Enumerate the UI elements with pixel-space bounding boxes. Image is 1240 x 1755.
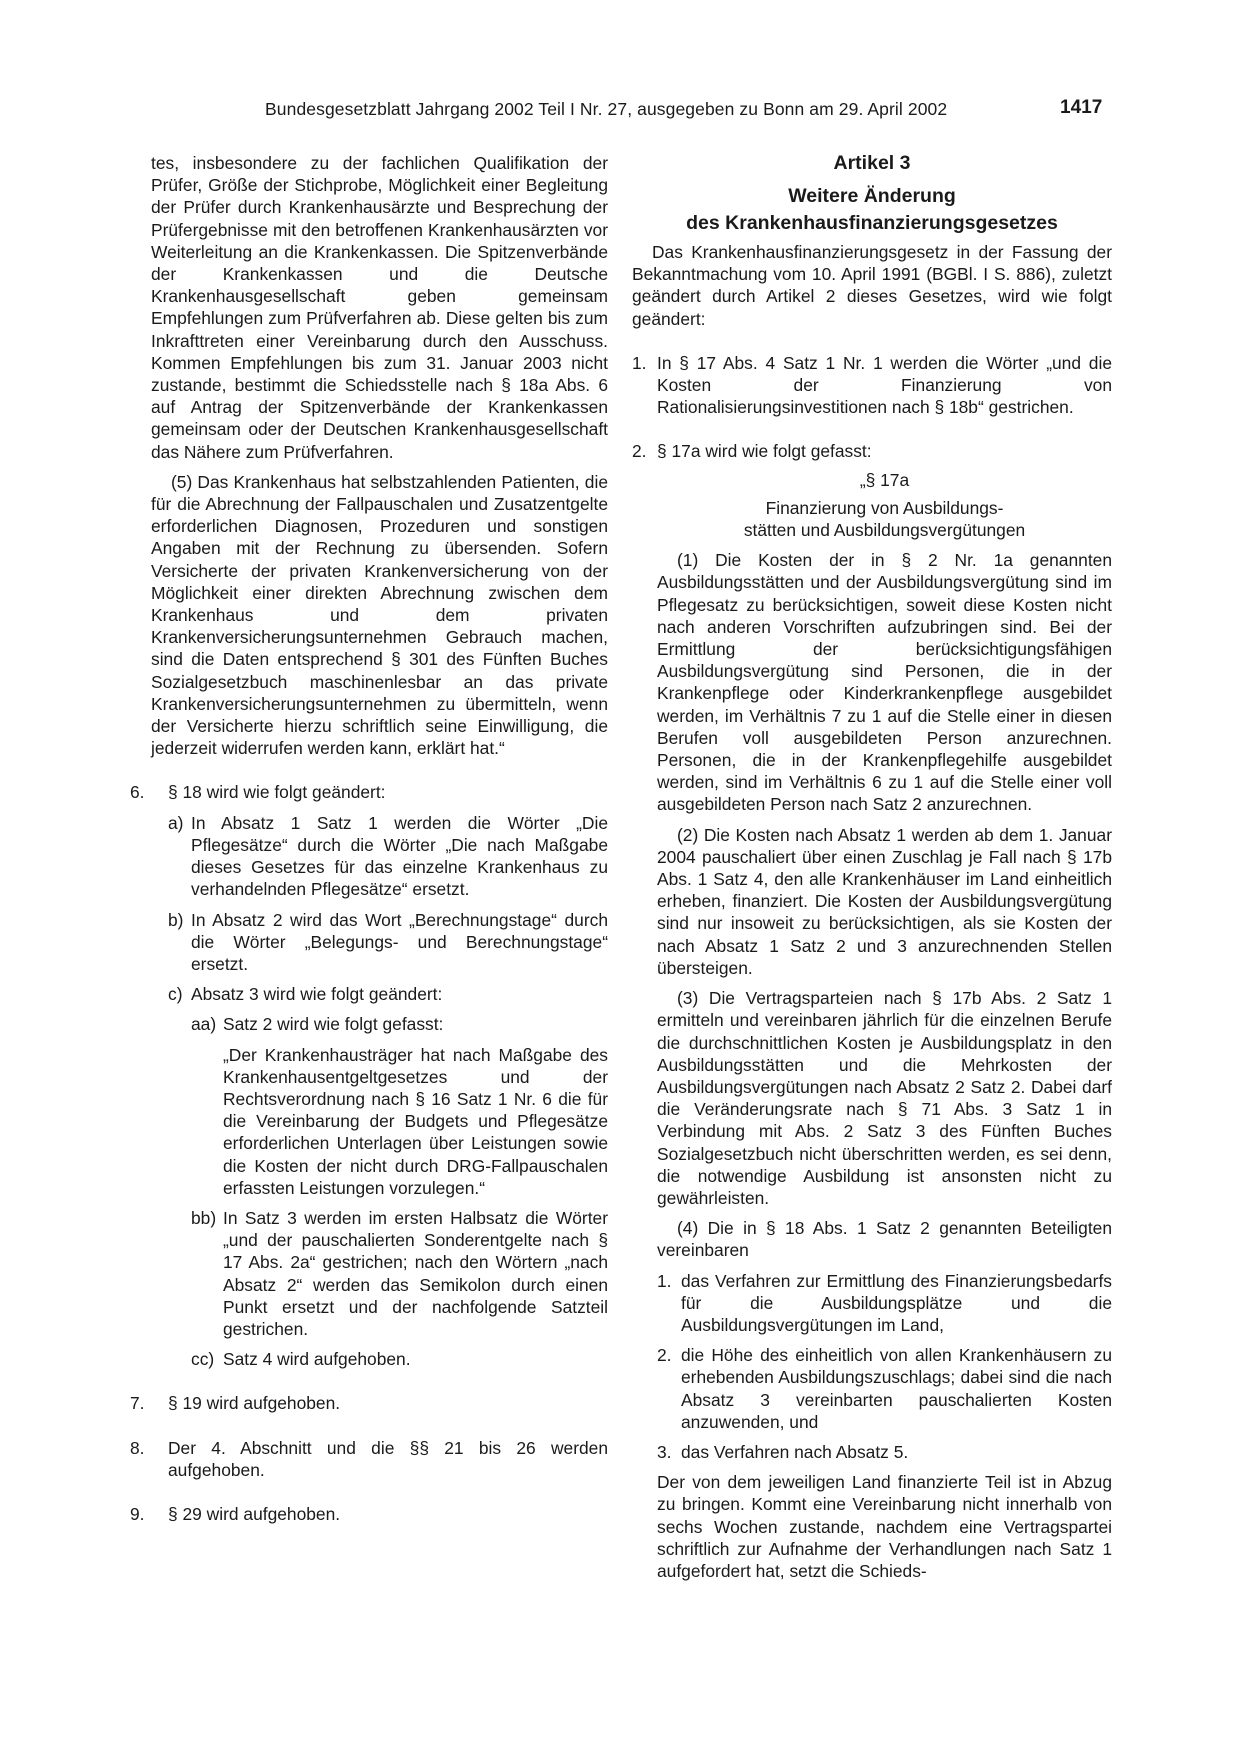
page-number: 1417 [1060, 97, 1103, 118]
list-item-7 [130, 1392, 608, 1414]
enum-item-1 [657, 1270, 1112, 1337]
sub-sub-item-text: Satz 4 wird aufgehoben. [223, 1349, 411, 1370]
item-text: § 19 wird aufgehoben. [168, 1393, 341, 1414]
sub-label: a) [168, 812, 184, 833]
item-text: Der 4. Abschnitt und die §§ 21 bis 26 werden aufgehoben. [168, 1437, 608, 1480]
sub-sub-item-text: Satz 2 wird wie folgt gefasst: [223, 1014, 444, 1035]
section-paragraph-1: (1) Die Kosten der in § 2 Nr. 1a genannten Ausbildungsstätten und der Ausbildungsvergütung sind im Pflegesatz zu berücksichtigen, soweit diese Kosten nicht nach anderen Vorschriften aufzubringen sind. Bei der Ermittlung der berücksichtigungsfähigen Ausbildungsvergütung sind Personen, die in der Krankenpflege oder Kinderkrankenpflege ausgebildet werden, im Verhältnis 7 zu 1 auf die Stelle einer in diesen Berufen voll ausgebildeten Person anzurechnen. Personen, die in der Krankenpflegehilfe ausgebildet werden, sind im Verhältnis 6 zu 1 auf die Stelle einer voll ausgebildeten Person nach Satz 2 anzurechnen. [657, 550, 1112, 815]
sub-sub-label: cc) [191, 1349, 215, 1370]
section-title-line-2: stätten und Ausbildungsvergütungen [743, 520, 1026, 541]
article-item-1 [632, 352, 1112, 419]
section-title-line-1: Finanzierung von Ausbildungs- [765, 497, 1004, 518]
sub-item-a [168, 812, 608, 901]
continued-paragraph: tes, insbesondere zu der fachlichen Qualifikation der Prüfer, Größe der Stichprobe, Möglichkeit einer Begleitung der Prüfer durch Krankenhausärzte und Besprechung der Prüfergebnisse mit den betroffenen Krankenhausärzten vor Weiterleitung an die Krankenkassen. Die Spitzenverbände der Krankenkassen und die Deutsche Krankenhausgesellschaft geben gemeinsam Empfehlungen zum Prüfverfahren ab. Diese gelten bis zum Inkrafttreten einer Vereinbarung durch den Ausschuss. Kommen Empfehlungen bis zum 31. Januar 2003 nicht zustande, bestimmt die Schiedsstelle nach § 18a Abs. 6 auf Antrag der Spitzenverbände der Krankenkassen gemeinsam oder der Deutschen Krankenhausgesellschaft das Nähere zum Prüfverfahren. [151, 153, 608, 462]
sub-label: b) [168, 909, 184, 930]
item-number: 8. [130, 1437, 145, 1458]
enum-item-3 [657, 1441, 1112, 1463]
sub-item-text: In Absatz 1 Satz 1 werden die Wörter „Die Pflegesätze“ durch die Wörter „Die nach Maßgabe dieses Gesetzes für das einzelne Krankenhaus zu verhandelnden Pflegesätze“ ersetzt. [191, 812, 608, 900]
sub-item-b [168, 909, 608, 976]
enum-text: das Verfahren zur Ermittlung des Finanzierungsbedarfs für die Ausbildungsplätze und die Ausbildungsvergütungen im Land, [681, 1270, 1112, 1335]
enum-item-2 [657, 1344, 1112, 1433]
article-title: Artikel 3 [833, 152, 911, 174]
item-number: 7. [130, 1393, 145, 1414]
article-subtitle-line-2: des Krankenhausfinanzierungsgesetzes [686, 212, 1058, 234]
sub-sub-label: aa) [191, 1014, 217, 1035]
item-text: § 17a wird wie folgt gefasst: [657, 441, 872, 462]
enum-number: 1. [657, 1270, 672, 1291]
sub-sub-label: bb) [191, 1207, 217, 1228]
running-header [0, 99, 1240, 125]
section-paragraph-3: (3) Die Vertragsparteien nach § 17b Abs. 2 Satz 1 ermitteln und vereinbaren jährlich für die einzelnen Berufe die durchschnittlichen Kosten je Ausbildungsplatz in den Ausbildungsstätten und die Mehrkosten der Ausbildungsvergütungen nach Absatz 2 Satz 2. Dabei darf die Veränderungsrate nach § 71 Abs. 3 Satz 1 in Verbindung mit Abs. 2 Satz 3 des Fünften Buches Sozialgesetzbuch nicht überschritten werden, es sei denn, die notwendige Ausbildung ist ansonsten nicht zu gewährleisten. [657, 988, 1112, 1208]
enum-text: das Verfahren nach Absatz 5. [681, 1441, 909, 1462]
section-paragraph-4: (4) Die in § 18 Abs. 1 Satz 2 genannten Beteiligten vereinbaren [657, 1218, 1112, 1261]
sub-item-c [168, 983, 608, 1370]
closing-paragraph: Der von dem jeweiligen Land finanzierte Teil ist in Abzug zu bringen. Kommt eine Vereinbarung nicht innerhalb von sechs Wochen zustande, nachdem eine Vertragspartei schriftlich zur Aufnahme der Verhandlungen nach Satz 1 aufgefordert hat, setzt die Schieds- [657, 1472, 1112, 1581]
item-number: 2. [632, 441, 647, 462]
sub-label: c) [168, 984, 183, 1005]
list-item-9 [130, 1503, 608, 1525]
sub-sub-item-text: In Satz 3 werden im ersten Halbsatz die Wörter „und der pauschalierten Sonderentgelte nach § 17 Abs. 2a“ gestrichen; nach den Wörtern „nach Absatz 2“ werden das Semikolon durch einen Punkt ersetzt und der nachfolgende Satzteil gestrichen. [223, 1207, 608, 1339]
section-paragraph-2: (2) Die Kosten nach Absatz 1 werden ab dem 1. Januar 2004 pauschaliert über einen Zuschlag je Fall nach § 17b Abs. 1 Satz 4, den alle Krankenhäuser im Land einheitlich erheben, finanziert. Die Kosten der Ausbildungsvergütung sind nur insoweit zu berücksichtigen, als sie Kosten der nach Absatz 1 Satz 2 und 3 anzurechnenden Stellen übersteigen. [657, 824, 1112, 978]
sub-sub-item-bb [191, 1207, 608, 1340]
list-item-6 [130, 781, 608, 1370]
sub-sub-item-cc [191, 1348, 608, 1370]
article-intro: Das Krankenhausfinanzierungsgesetz in der Fassung der Bekanntmachung vom 10. April 1991 (BGBl. I S. 886), zuletzt geändert durch Artikel 2 dieses Gesetzes, wird wie folgt geändert: [632, 242, 1112, 329]
enum-number: 2. [657, 1345, 672, 1366]
section-number: „§ 17a [859, 469, 910, 490]
item-text: In § 17 Abs. 4 Satz 1 Nr. 1 werden die Wörter „und die Kosten der Finanzierung von Rationalisierungsinvestitionen nach § 18b“ gestrichen. [657, 352, 1112, 418]
running-title: Bundesgesetzblatt Jahrgang 2002 Teil I Nr. 27, ausgegeben zu Bonn am 29. April 2002 [265, 99, 948, 119]
right-column [632, 152, 1112, 1582]
article-subtitle-line-1: Weitere Änderung [788, 185, 956, 207]
sub-item-text: Absatz 3 wird wie folgt geändert: [191, 984, 443, 1005]
paragraph-5: (5) Das Krankenhaus hat selbstzahlenden Patienten, die für die Abrechnung der Fallpauschalen und Zusatzentgelte erforderlichen Diagnosen, Prozeduren und sonstigen Angaben mit der Rechnung zu übersenden. Sofern Versicherte der privaten Krankenversicherung von der Möglichkeit einer direkten Abrechnung zwischen dem Krankenhaus und dem privaten Krankenversicherungsunternehmen Gebrauch machen, sind die Daten entsprechend § 301 des Fünften Buches Sozialgesetzbuch maschinenlesbar an das private Krankenversicherungsunternehmen zu übermitteln, wenn der Versicherte hierzu schriftlich seine Einwilligung, die jederzeit widerrufen werden kann, erklärt hat.“ [151, 471, 608, 759]
item-number: 6. [130, 782, 145, 803]
left-column [130, 152, 608, 1525]
article-item-2 [632, 440, 1112, 1582]
sub-sub-item-aa [191, 1013, 608, 1199]
list-item-8 [130, 1437, 608, 1481]
enum-number: 3. [657, 1441, 672, 1462]
enum-text: die Höhe des einheitlich von allen Krankenhäusern zu erhebenden Ausbildungszuschlags; dabei sind die nach Absatz 3 vereinbarten pauschalierten Kosten anzuwenden, und [681, 1345, 1112, 1432]
item-6-intro: § 18 wird wie folgt geändert: [168, 782, 386, 803]
item-text: § 29 wird aufgehoben. [168, 1503, 341, 1524]
item-number: 1. [632, 352, 647, 373]
item-number: 9. [130, 1503, 145, 1524]
sub-item-text: In Absatz 2 wird das Wort „Berechnungstage“ durch die Wörter „Belegungs- und Berechnungstage“ ersetzt. [191, 909, 608, 974]
amended-sentence-quote: „Der Krankenhausträger hat nach Maßgabe des Krankenhausentgeltgesetzes und der Rechtsverordnung nach § 16 Satz 1 Nr. 6 die für die Vereinbarung der Budgets und Pflegesätze erforderlichen Unterlagen über Leistungen sowie die Kosten der nicht durch DRG-Fallpauschalen erfassten Leistungen vorzulegen.“ [223, 1044, 608, 1198]
